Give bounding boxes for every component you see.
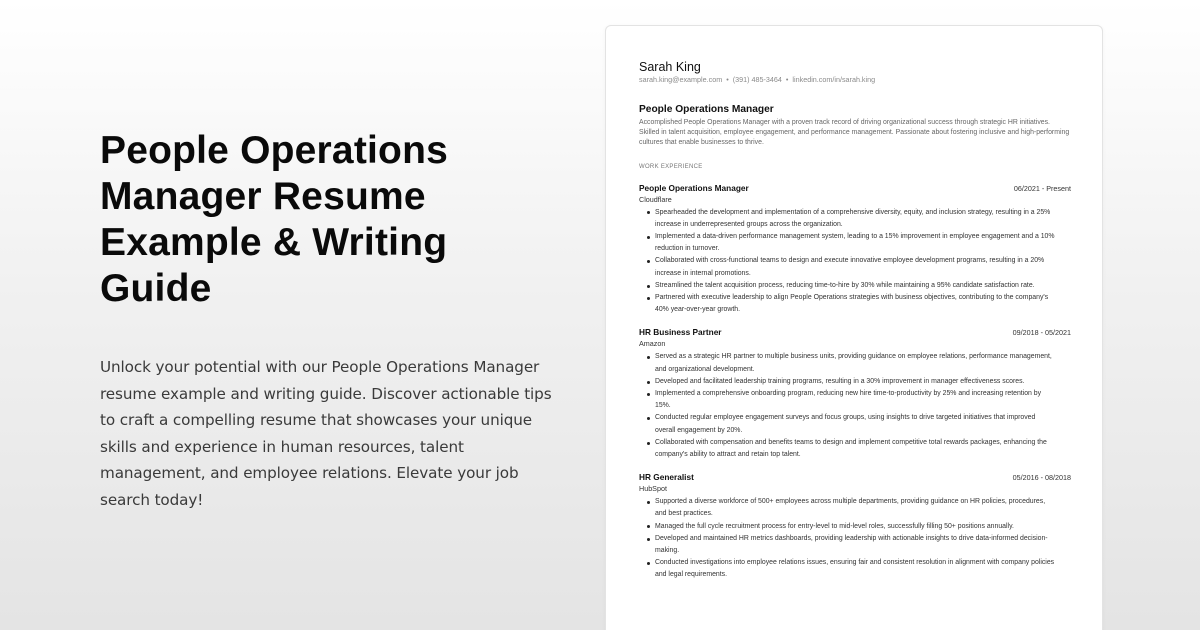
resume-linkedin: linkedin.com/in/sarah.king	[792, 75, 876, 84]
job-bullet: Conducted regular employee engagement surveys and focus groups, using insights to drive targeted initiatives that improved overall engagement by 20%.	[655, 412, 1055, 436]
page-title: People Operations Manager Resume Example & Writing Guide	[100, 129, 448, 310]
hero-section	[100, 128, 560, 514]
job-bullet: Developed and facilitated leadership training programs, resulting in a 30% improvement in manager effectiveness scores.	[655, 376, 1055, 388]
resume-contact-line	[639, 75, 1070, 85]
job-dates: 09/2018 - 05/2021	[1012, 328, 1071, 338]
job-bullet: Spearheaded the development and implementation of a comprehensive diversity, equity, and inclusion strategy, resulting in a 25% increase in underrepresented groups across the organization.	[655, 207, 1055, 231]
job-company: Amazon	[639, 339, 666, 349]
job-bullet: Implemented a comprehensive onboarding program, reducing new hire time-to-productivity by 25% and increasing retention by 15%.	[655, 388, 1055, 412]
section-title-work-experience: WORK EXPERIENCE	[639, 163, 703, 170]
job-bullet: Developed and maintained HR metrics dashboards, providing leadership with actionable insights to drive data-informed decision-making.	[655, 533, 1055, 557]
contact-separator: •	[785, 75, 789, 84]
resume-summary: Accomplished People Operations Manager with a proven track record of driving organizational success through strategic HR initiatives. Skilled in talent acquisition, employee engagement, and performance management. Passionate about fostering inclusive and high-performing cultures that enable businesses to thrive.	[639, 119, 1070, 147]
job-bullet: Served as a strategic HR partner to multiple business units, providing guidance on employee relations, performance management, and organizational development.	[655, 351, 1055, 375]
resume-phone: (391) 485-3464	[732, 75, 782, 84]
job-bullet: Streamlined the talent acquisition process, reducing time-to-hire by 30% while maintaining a 95% candidate satisfaction rate.	[655, 280, 1055, 292]
resume-preview-card	[605, 25, 1103, 630]
job-entry	[639, 327, 1070, 461]
job-company: HubSpot	[639, 484, 667, 494]
job-bullet: Implemented a data-driven performance management system, leading to a 15% improvement in employee engagement and a 10% reduction in turnover.	[655, 231, 1055, 255]
job-company: Cloudflare	[639, 194, 672, 204]
job-bullets	[639, 207, 1071, 317]
job-entry	[639, 472, 1070, 581]
job-title: People Operations Manager	[639, 182, 749, 193]
job-title: HR Generalist	[639, 472, 694, 483]
resume-name: Sarah King	[639, 60, 701, 74]
job-bullet: Collaborated with compensation and benefits teams to design and implement competitive total rewards packages, enhancing the company's ability to attract and retain top talent.	[655, 437, 1055, 461]
resume-headline: People Operations Manager	[639, 104, 774, 115]
job-bullet: Supported a diverse workforce of 500+ employees across multiple departments, providing guidance on HR policies, procedures, and best practices.	[655, 496, 1055, 520]
page-description: Unlock your potential with our People Operations Manager resume example and writing guide. Discover actionable tips to craft a compelling resume that showcases your unique skills and experience in human resources, talent management, and employee relations. Elevate your job search today!	[100, 358, 552, 509]
job-bullet: Managed the full cycle recruitment process for entry-level to mid-level roles, successfully filling 50+ positions annually.	[655, 521, 1055, 533]
resume-email: sarah.king@example.com	[639, 75, 723, 84]
job-dates: 05/2016 - 08/2018	[1012, 473, 1071, 483]
job-dates: 06/2021 - Present	[1013, 183, 1071, 193]
job-bullet: Conducted investigations into employee relations issues, ensuring fair and consistent resolution in alignment with company policies and legal requirements.	[655, 557, 1055, 581]
contact-separator: •	[726, 75, 729, 84]
job-bullets	[639, 351, 1071, 461]
job-bullet: Partnered with executive leadership to align People Operations strategies with business objectives, contributing to the company's 40% year-over-year growth.	[655, 292, 1055, 316]
job-bullets	[639, 496, 1071, 581]
job-title: HR Business Partner	[639, 327, 722, 338]
job-bullet: Collaborated with cross-functional teams to design and execute innovative employee development programs, resulting in a 20% increase in internal promotions.	[655, 255, 1055, 279]
job-entry	[639, 183, 1070, 317]
